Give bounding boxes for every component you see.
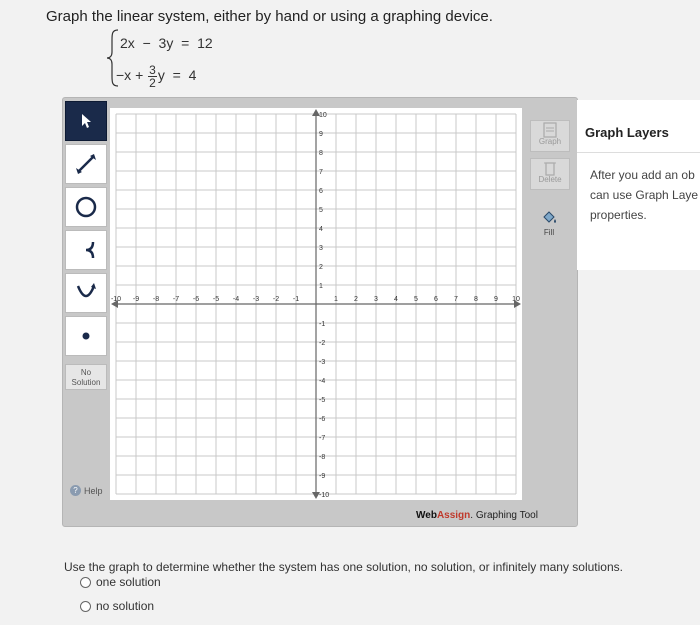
y-tick-label: 5 — [319, 207, 323, 214]
x-tick-label: 7 — [454, 296, 458, 303]
point-tool-button[interactable] — [65, 316, 107, 356]
point-icon — [73, 323, 99, 349]
v-curve-icon — [73, 280, 99, 306]
y-tick-label: 8 — [319, 150, 323, 157]
brand-tool: . Graphing Tool — [470, 510, 538, 521]
y-tick-label: 10 — [319, 112, 327, 119]
help-icon: ? — [70, 485, 81, 496]
webassign-brand — [416, 510, 538, 521]
arrow-pointer-icon — [76, 111, 96, 131]
y-tick-label: 6 — [319, 188, 323, 195]
x-tick-label: -4 — [232, 296, 240, 303]
x-tick-label: -8 — [152, 296, 160, 303]
eq2-fraction — [148, 64, 157, 89]
eq1-equals: = — [181, 35, 190, 51]
y-tick-label: 3 — [319, 245, 323, 252]
y-tick-label: -5 — [319, 397, 326, 404]
vertex-tool-button[interactable] — [65, 273, 107, 313]
x-tick-label: 3 — [374, 296, 378, 303]
graph-toolbar — [65, 101, 109, 390]
y-tick-label: -10 — [319, 492, 330, 499]
layers-divider — [577, 152, 700, 153]
y-tick-label: -2 — [319, 340, 326, 347]
radio-no-solution[interactable] — [80, 601, 91, 612]
x-tick-label: -2 — [272, 296, 280, 303]
no-solution-label-1: No — [80, 368, 92, 377]
equation-1 — [120, 35, 213, 51]
layers-text-line-1: After you add an ob — [590, 168, 695, 182]
parabola-icon — [73, 237, 99, 263]
no-solution-button[interactable] — [65, 364, 107, 390]
paint-bucket-icon — [539, 208, 559, 228]
x-tick-label: -5 — [212, 296, 220, 303]
x-tick-label: 1 — [334, 296, 338, 303]
x-tick-label: -9 — [132, 296, 140, 303]
layers-text-line-3: properties. — [590, 208, 647, 222]
help-label: Help — [84, 485, 103, 496]
graph-layers-description — [590, 165, 700, 225]
graph-button-label: Graph — [538, 137, 562, 146]
x-tick-label: 8 — [474, 296, 478, 303]
radio-one-solution[interactable] — [80, 577, 91, 588]
y-tick-label: -7 — [319, 435, 326, 442]
coordinate-grid[interactable] — [110, 108, 522, 500]
y-tick-label: -6 — [319, 416, 326, 423]
y-tick-label: 4 — [319, 226, 323, 233]
brand-web: Web — [416, 510, 437, 521]
graph-layers-title: Graph Layers — [585, 125, 669, 140]
x-tick-label: 2 — [354, 296, 358, 303]
y-tick-label: 7 — [319, 169, 323, 176]
x-tick-label: 4 — [394, 296, 398, 303]
graph-layers-panel — [577, 100, 700, 270]
y-tick-label: -4 — [319, 378, 326, 385]
layers-text-line-2: can use Graph Laye — [590, 188, 699, 202]
eq1-term-a: 2x — [120, 35, 135, 51]
option-one-solution[interactable] — [80, 575, 161, 589]
circle-tool-button[interactable] — [65, 187, 107, 227]
option-one-solution-label: one solution — [96, 575, 161, 589]
y-tick-label: -8 — [319, 454, 326, 461]
eq2-equals: = — [172, 67, 181, 84]
eq2-variable: y — [157, 67, 165, 84]
option-no-solution-label: no solution — [96, 599, 155, 613]
x-tick-label: 6 — [434, 296, 438, 303]
equation-2 — [116, 64, 196, 89]
y-tick-label: 2 — [319, 264, 323, 271]
graph-button[interactable] — [530, 120, 570, 152]
delete-button[interactable] — [530, 158, 570, 190]
brand-assign: Assign — [436, 510, 471, 521]
line-tool-button[interactable] — [65, 144, 107, 184]
fill-button-label: Fill — [543, 228, 555, 237]
help-link[interactable] — [70, 485, 103, 496]
fill-button[interactable] — [530, 208, 568, 238]
x-tick-label: -6 — [192, 296, 200, 303]
eq2-term-a: −x — [116, 67, 132, 84]
x-tick-label: -1 — [292, 296, 300, 303]
eq2-numerator: 3 — [149, 63, 156, 77]
equation-system — [106, 28, 266, 88]
eq2-operator: + — [135, 67, 144, 84]
y-tick-label: 9 — [319, 131, 323, 138]
y-tick-label: -3 — [319, 359, 326, 366]
x-tick-label: 10 — [512, 296, 520, 303]
eq2-rhs: 4 — [188, 67, 197, 84]
line-segment-icon — [73, 151, 99, 177]
question-text: Graph the linear system, either by hand or using a graphing device. — [46, 8, 493, 25]
x-tick-label: 5 — [414, 296, 418, 303]
eq1-operator: − — [142, 35, 151, 51]
parabola-tool-button[interactable] — [65, 230, 107, 270]
x-tick-label: -10 — [110, 296, 122, 303]
pointer-tool-button[interactable] — [65, 101, 107, 141]
x-tick-label: -7 — [172, 296, 180, 303]
option-no-solution[interactable] — [80, 599, 154, 613]
circle-icon — [73, 194, 99, 220]
x-tick-label: -3 — [252, 296, 260, 303]
eq1-rhs: 12 — [197, 35, 213, 51]
x-tick-label: 9 — [494, 296, 498, 303]
y-tick-label: -1 — [319, 321, 326, 328]
eq1-term-b: 3y — [158, 35, 174, 51]
eq2-denominator: 2 — [149, 76, 156, 90]
y-tick-label: 1 — [319, 283, 323, 290]
y-tick-label: -9 — [319, 473, 326, 480]
delete-button-label: Delete — [538, 175, 562, 184]
instruction-text: Use the graph to determine whether the system has one solution, no solution, or infinitely many solutions. — [64, 560, 623, 574]
no-solution-label-2: Solution — [71, 378, 101, 387]
